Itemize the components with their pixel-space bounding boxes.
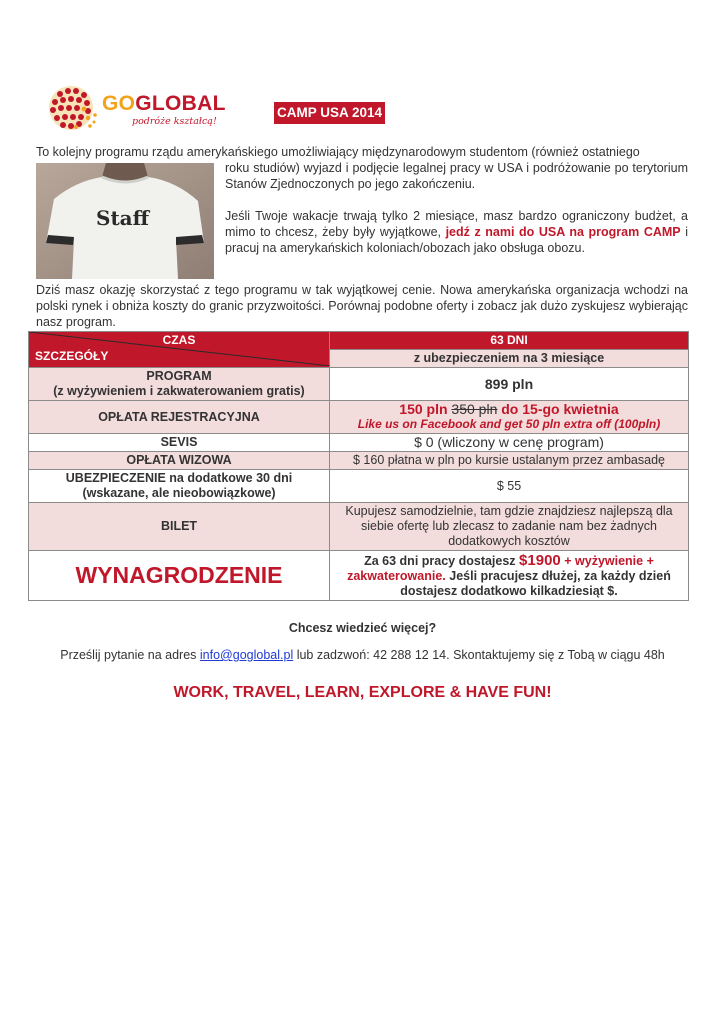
shirt-text: Staff <box>96 206 150 230</box>
table-row <box>29 503 689 551</box>
globe-logo-icon <box>44 82 100 134</box>
ticket-label: BILET <box>29 503 330 551</box>
staff-photo <box>36 163 214 279</box>
table-header-row <box>29 332 689 350</box>
table-row <box>29 434 689 452</box>
table-row <box>29 401 689 434</box>
program-label: PROGRAM (z wyżywieniem i zakwaterowaniem gratis) <box>29 368 330 401</box>
table-row <box>29 368 689 401</box>
pricing-table <box>28 331 689 601</box>
intro-paragraph-budget: Jeśli Twoje wakacje trwają tylko 2 miesiące, masz bardzo ograniczony budżet, a mimo to chcesz, żeby były wyjątkowe, jedź z nami do USA na program CAMP i pracuj na amerykańskich koloniach/obozach jako obsługa obozu. <box>225 209 688 255</box>
header-insurance: z ubezpieczeniem na 3 miesiące <box>330 350 689 368</box>
fee-value: 150 pln 350 pln do 15-go kwietnia Like us on Facebook and get 50 pln extra off (100pln) <box>330 401 689 434</box>
logo-tagline: podróże kształcą! <box>132 116 217 127</box>
sevis-label: SEVIS <box>29 434 330 452</box>
page-title: CAMP USA 2014 <box>274 102 385 124</box>
header-szczegoly: SZCZEGÓŁY <box>35 349 109 363</box>
fee-label: OPŁATA REJESTRACYJNA <box>29 401 330 434</box>
header-days: 63 DNI <box>330 332 689 350</box>
salary-amount: $1900 <box>519 551 561 569</box>
intro-paragraph-line1: To kolejny programu rządu amerykańskiego umożliwiający międzynarodowym studentom (również ostatniego <box>36 145 640 159</box>
salary-value: Za 63 dni pracy dostajesz $1900 + wyżywienie + zakwaterowanie. Jeśli pracujesz dłużej, za każdy dzień dostajesz dodatkowo kilkadziesiąt $. <box>330 551 689 601</box>
email-link[interactable]: info@goglobal.pl <box>199 648 294 662</box>
logo-wordmark: GOGLOBAL <box>102 92 226 115</box>
old-price: 350 pln <box>451 401 498 417</box>
visa-value: $ 160 płatna w pln po kursie ustalanym przez ambasadę <box>330 452 689 470</box>
slogan: WORK, TRAVEL, LEARN, EXPLORE & HAVE FUN! <box>173 684 552 701</box>
question-text: Chcesz wiedzieć więcej? <box>288 621 437 635</box>
highlight-camp: jedź z nami do USA na program CAMP <box>445 225 681 239</box>
goglobal-logo <box>44 82 234 134</box>
visa-label: OPŁATA WIZOWA <box>29 452 330 470</box>
contact-line: Prześlij pytanie na adres info@goglobal.pl lub zadzwoń: 42 288 12 14. Skontaktujemy się z Tobą w ciągu 48h <box>60 648 665 662</box>
salary-label: WYNAGRODZENIE <box>29 551 330 601</box>
intro-paragraph-offer: Dziś masz okazję skorzystać z tego programu w tak wyjątkowej cenie. Nowa amerykańska organizacja wchodzi na polski rynek i obniża koszty do granic przyzwoitości. Porównaj podobne oferty i zobacz jak dużo zyskujesz wybierając nasz program. <box>36 283 688 329</box>
facebook-promo: Like us on Facebook and get 50 pln extra off (100pln) <box>357 417 661 431</box>
sevis-value: $ 0 (wliczony w cenę program) <box>330 434 689 452</box>
header-czas: CZAS <box>162 333 196 347</box>
intro-paragraph-rest: roku studiów) wyjazd i podjęcie legalnej pracy w USA i podróżowanie po terytorium Stanów Zjednoczonych po jego zakończeniu. <box>225 161 688 191</box>
table-row <box>29 470 689 503</box>
insurance-value: $ 55 <box>330 470 689 503</box>
header-corner-cell <box>29 332 330 368</box>
table-row <box>29 452 689 470</box>
program-value: 899 pln <box>330 368 689 401</box>
table-row <box>29 551 689 601</box>
insurance-label: UBEZPIECZENIE na dodatkowe 30 dni (wskazane, ale nieobowiązkowe) <box>29 470 330 503</box>
ticket-value: Kupujesz samodzielnie, tam gdzie znajdziesz najlepszą dla siebie ofertę lub zlecasz to zadanie nam bez żadnych dodatkowych kosztów <box>330 503 689 551</box>
